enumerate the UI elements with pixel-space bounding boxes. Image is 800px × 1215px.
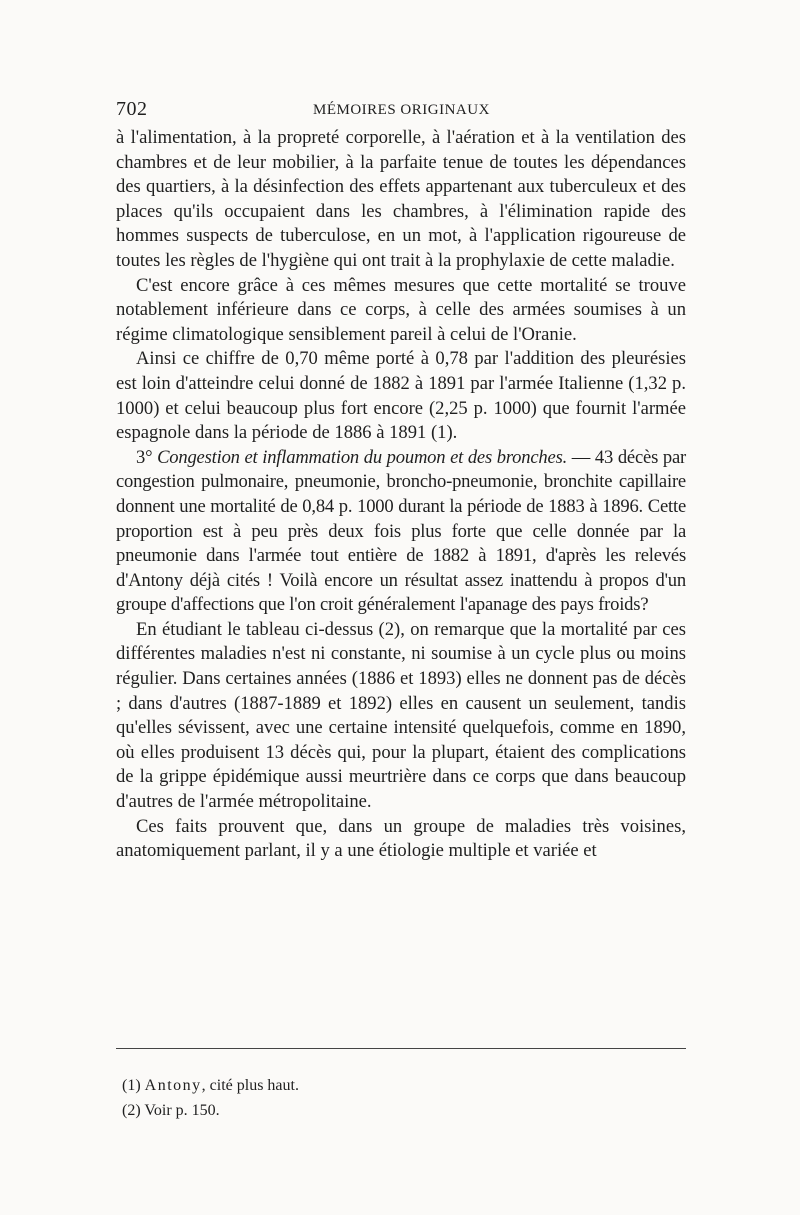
footnote-marker: (2) [122,1102,141,1119]
section-text: — 43 décès par congestion pulmonaire, pneumonie, broncho-pneumonie, bronchite capillaire donnent une mortalité de 0,84 p. 1000 durant la période de 1883 à 1896. Cette proportion est à peu près deux fois plus forte que celle donnée par la pneumonie dans l'armée tout entière de 1882 à 1891, d'après les relevés d'Antony déjà cités ! Voilà encore un résultat assez inattendu à propos d'un groupe d'affections que l'on croit généralement l'apanage des pays froids? [116,446,686,616]
footnote-divider [116,1048,686,1049]
page-number: 702 [116,98,148,120]
running-head: MÉMOIRES ORIGINAUX [313,102,490,118]
footnote-marker: (1) [122,1077,141,1094]
section-heading-title: Congestion et inflammation du poumon et des bronches. [157,446,568,468]
section-heading-number: 3° [136,446,158,468]
paragraph: Ces faits prouvent que, dans un groupe de maladies très voisines, anatomiquement parlant, il y a une étiologie multiple et variée et [116,815,686,862]
paragraph: En étudiant le tableau ci-dessus (2), on remarque que la mortalité par ces différentes maladies n'est ni constante, ni soumise à un cycle plus ou moins régulier. Dans certaines années (1886 et 1893) elles ne donnent pas de décès ; dans d'autres (1887-1889 et 1892) elles en causent un seulement, tandis qu'elles sévissent, avec une certaine intensité quelquefois, comme en 1890, où elles produisent 13 décès qui, pour la plupart, étaient des complications de la grippe épidémique aussi meurtrière dans ce corps que dans beaucoup d'autres de l'armée métropolitaine. [116,618,686,813]
footnote [122,1073,682,1098]
paragraph: à l'alimentation, à la propreté corporelle, à l'aération et à la ventilation des chambres et de leur mobilier, à la parfaite tenue de toutes les dépendances des quartiers, à la désinfection des effets appartenant aux tuberculeux et des places qu'ils occupaient dans les chambres, à l'élimination rapide des hommes suspects de tuberculose, en un mot, à l'application rigoureuse de toutes les règles de l'hygiène qui ont trait à la prophylaxie de cette maladie. [116,127,686,271]
footnotes [122,1073,682,1123]
footnote [122,1098,682,1123]
page [116,92,686,864]
section-paragraph [116,446,686,618]
paragraph: C'est encore grâce à ces mêmes mesures que cette mortalité se trouve notablement inférieure dans ce corps, à celle des armées soumises à un régime climatologique sensiblement pareil à celui de l'Oranie. [116,274,686,345]
page-header [116,92,686,126]
footnote-text: Voir p. 150. [144,1102,220,1119]
footnote-author: Antony [144,1077,202,1094]
footnote-text: , cité plus haut. [201,1077,299,1094]
body-text [116,126,686,864]
paragraph: Ainsi ce chiffre de 0,70 même porté à 0,78 par l'addition des pleurésies est loin d'atteindre celui donné de 1882 à 1891 par l'armée Italienne (1,32 p. 1000) et celui beaucoup plus fort encore (2,25 p. 1000) que fournit l'armée espagnole dans la période de 1886 à 1891 (1). [116,348,686,444]
